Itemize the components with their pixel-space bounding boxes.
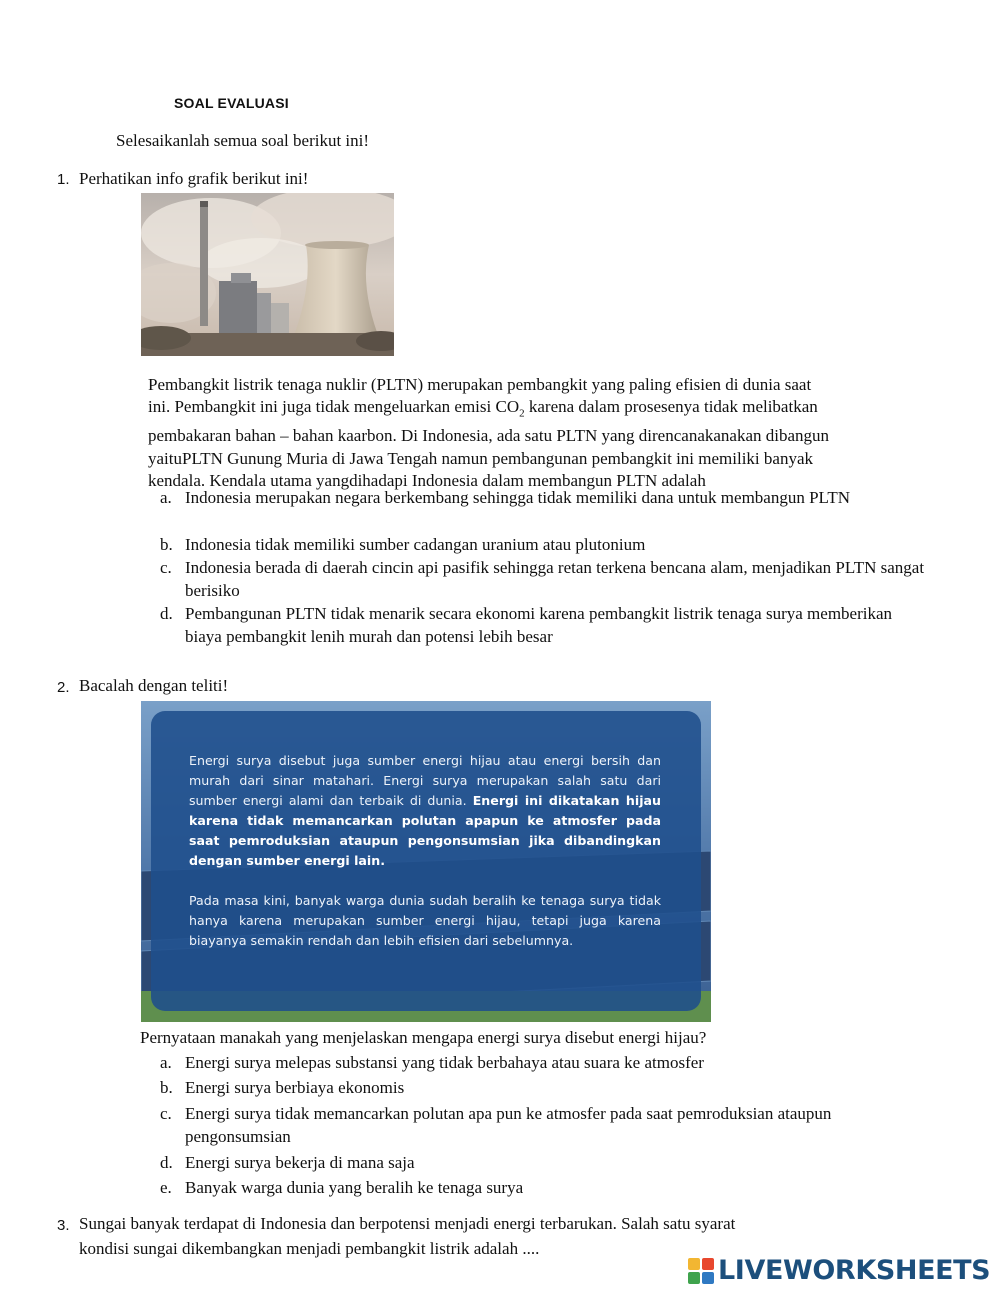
q2-prompt: Bacalah dengan teliti!	[79, 676, 229, 695]
q1-number: 1.	[57, 171, 70, 188]
solar-paragraph-2: Pada masa kini, banyak warga dunia sudah beralih ke tenaga surya tidak hanya karena merupakan sumber energi hijau, tetapi juga karena biayanya semakin rendah dan lebih efisien dari sebelumnya.	[189, 893, 661, 948]
q2-question: Pernyataan manakah yang menjelaskan mengapa energi surya disebut energi hijau?	[140, 1028, 707, 1047]
page-title: SOAL EVALUASI	[174, 95, 289, 111]
q1-line-2: ini. Pembangkit ini juga tidak mengeluarkan emisi $CO_2$ karena dalam prosesenya tidak melibatkan	[148, 397, 818, 420]
q1-prompt: Perhatikan info grafik berikut ini!	[79, 169, 309, 188]
brand-name: LIVEWORKSHEETS	[718, 1255, 991, 1286]
q3-line-2: kondisi sungai dikembangkan menjadi pembangkit listrik adalah ....	[79, 1239, 540, 1258]
power-plant-photo	[141, 193, 394, 356]
q2-number: 2.	[57, 679, 70, 696]
q1-line-4: yaituPLTN Gunung Muria di Jawa Tengah namun pembangunan pembangkit ini memiliki banyak	[148, 448, 814, 468]
q1-line-1: Pembangkit listrik tenaga nuklir (PLTN) merupakan pembangkit yang paling efisien di dunia saat	[148, 375, 812, 394]
q3-number: 3.	[57, 1217, 70, 1234]
liveworksheets-icon	[688, 1258, 714, 1284]
q1-passage	[148, 374, 948, 492]
co2-subscript: 2	[519, 407, 525, 420]
liveworksheets-logo	[688, 1255, 990, 1286]
solar-paragraph-1: Energi surya disebut juga sumber energi hijau atau energi bersih dan murah dari sinar matahari. Energi surya merupakan salah satu dari sumber energi alami dan terbaik di dunia. Energi ini dikatakan hijau karena tidak memancarkan polutan apapun ke atmosfer pada saat pemroduksian ataupun pengonsumsian jika dibandingkan dengan sumber energi lain.	[189, 753, 661, 868]
q3-line-1: Sungai banyak terdapat di Indonesia dan berpotensi menjadi energi terbarukan. Salah satu syarat	[79, 1214, 736, 1233]
instruction: Selesaikanlah semua soal berikut ini!	[116, 131, 370, 150]
q1-line-5: kendala. Kendala utama yangdihadapi Indonesia dalam membangun PLTN adalah	[148, 471, 706, 491]
q1-line-3: pembakaran bahan – bahan kaarbon. Di Indonesia, ada satu PLTN yang direncanakanakan dibangun	[148, 426, 830, 446]
solar-energy-infographic	[141, 701, 711, 1022]
